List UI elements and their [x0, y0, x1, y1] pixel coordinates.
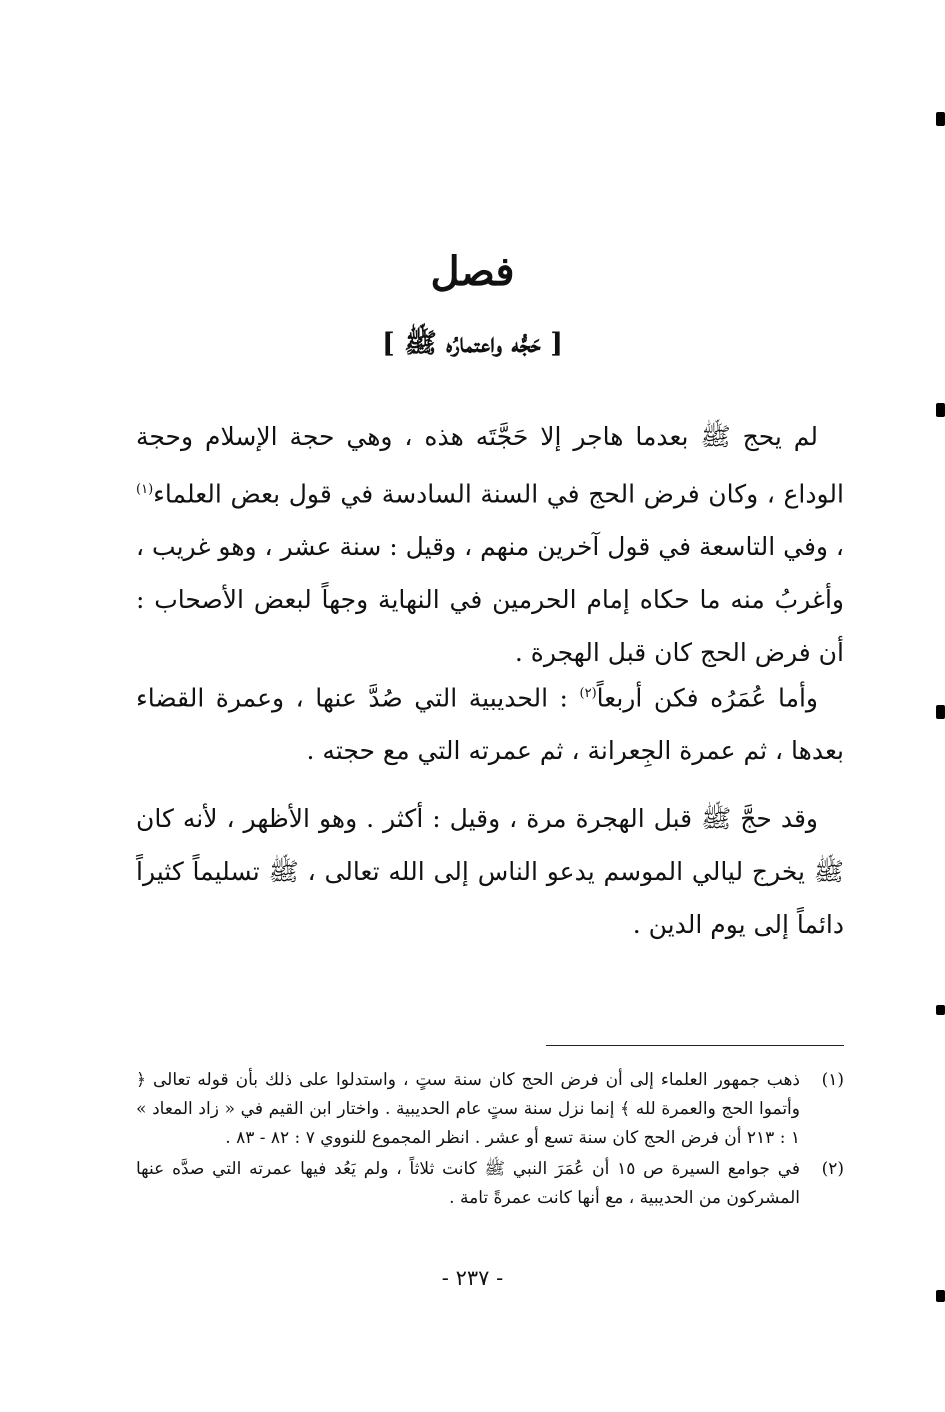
footnote-2 — [136, 1155, 844, 1213]
scan-edge-mark — [936, 1005, 945, 1015]
paragraph-text: : الحديبية التي صُدَّ عنها ، وعمرة القضاء بعدها ، ثم عمرة الجِعرانة ، ثم عمرته التي مع حجته . — [136, 683, 844, 766]
footnote-text: ذهب جمهور العلماء إلى أن فرض الحج كان سنة ستٍ ، واستدلوا على ذلك بأن قوله تعالى ﴿ وأتموا الحج والعمرة لله ﴾ إنما نزل سنة ستٍ عام الحديبية . واختار ابن القيم في « زاد المعاد » ١ : ٢١٣ أن فرض الحج كان سنة تسع أو عشر . انظر المجموع للنووي ٧ : ٨٢ - ٨٣ . — [136, 1070, 800, 1148]
footnote-ref-2[interactable]: (٢) — [579, 686, 597, 701]
paragraph-text: وأما عُمَرُه فكن أربعاً — [596, 683, 818, 713]
scan-edge-mark — [936, 1290, 945, 1302]
page-number: - ٢٣٧ - — [441, 1266, 504, 1290]
scan-edge-mark — [936, 112, 945, 126]
paragraph-text: وقد حجَّ ﷺ قبل الهجرة مرة ، وقيل : أكثر . وهو الأظهر ، لأنه كان ﷺ يخرج ليالي الموسم يدعو الناس إلى الله تعالى ، ﷺ تسليماً كثيراً دائماً إلى يوم الدين . — [136, 804, 844, 939]
footnote-number: (١) — [821, 1070, 844, 1090]
section-title: فصل — [430, 248, 515, 295]
footnote-number: (٢) — [821, 1159, 844, 1179]
footnote-divider — [546, 1045, 844, 1046]
paragraph-hajj-before-hijra — [136, 792, 844, 951]
scan-edge-mark — [936, 705, 945, 719]
paragraph-hajj — [136, 410, 844, 679]
footnotes — [136, 1066, 844, 1215]
paragraph-text: لم يحج ﷺ بعدما هاجر إلا حَجَّتَه هذه ، وهي حجة الإسلام وحجة الوداع ، وكان فرض الحج في السنة السادسة في قول بعض العلماء — [136, 422, 844, 509]
footnote-text: في جوامع السيرة ص ١٥ أن عُمَرَ النبي ﷺ كانت ثلاثاً ، ولم يَعُد فيها عمرته التي صدَّه عنها المشركون من الحديبية ، مع أنها كانت عمرةً تامة . — [136, 1159, 800, 1208]
section-subtitle: [ حَجُّه واعتمارُه ﷺ ] — [382, 328, 563, 359]
footnote-ref-1[interactable]: (١) — [136, 482, 154, 497]
scan-edge-mark — [936, 403, 945, 417]
paragraph-text: ، وفي التاسعة في قول آخرين منهم ، وقيل : سنة عشر ، وهو غريب ، وأغربُ منه ما حكاه إمام الحرمين في النهاية وجهاً لبعض الأصحاب : أن فرض الحج كان قبل الهجرة . — [136, 532, 845, 668]
footnote-1 — [136, 1066, 844, 1153]
paragraph-umrah — [136, 667, 844, 777]
